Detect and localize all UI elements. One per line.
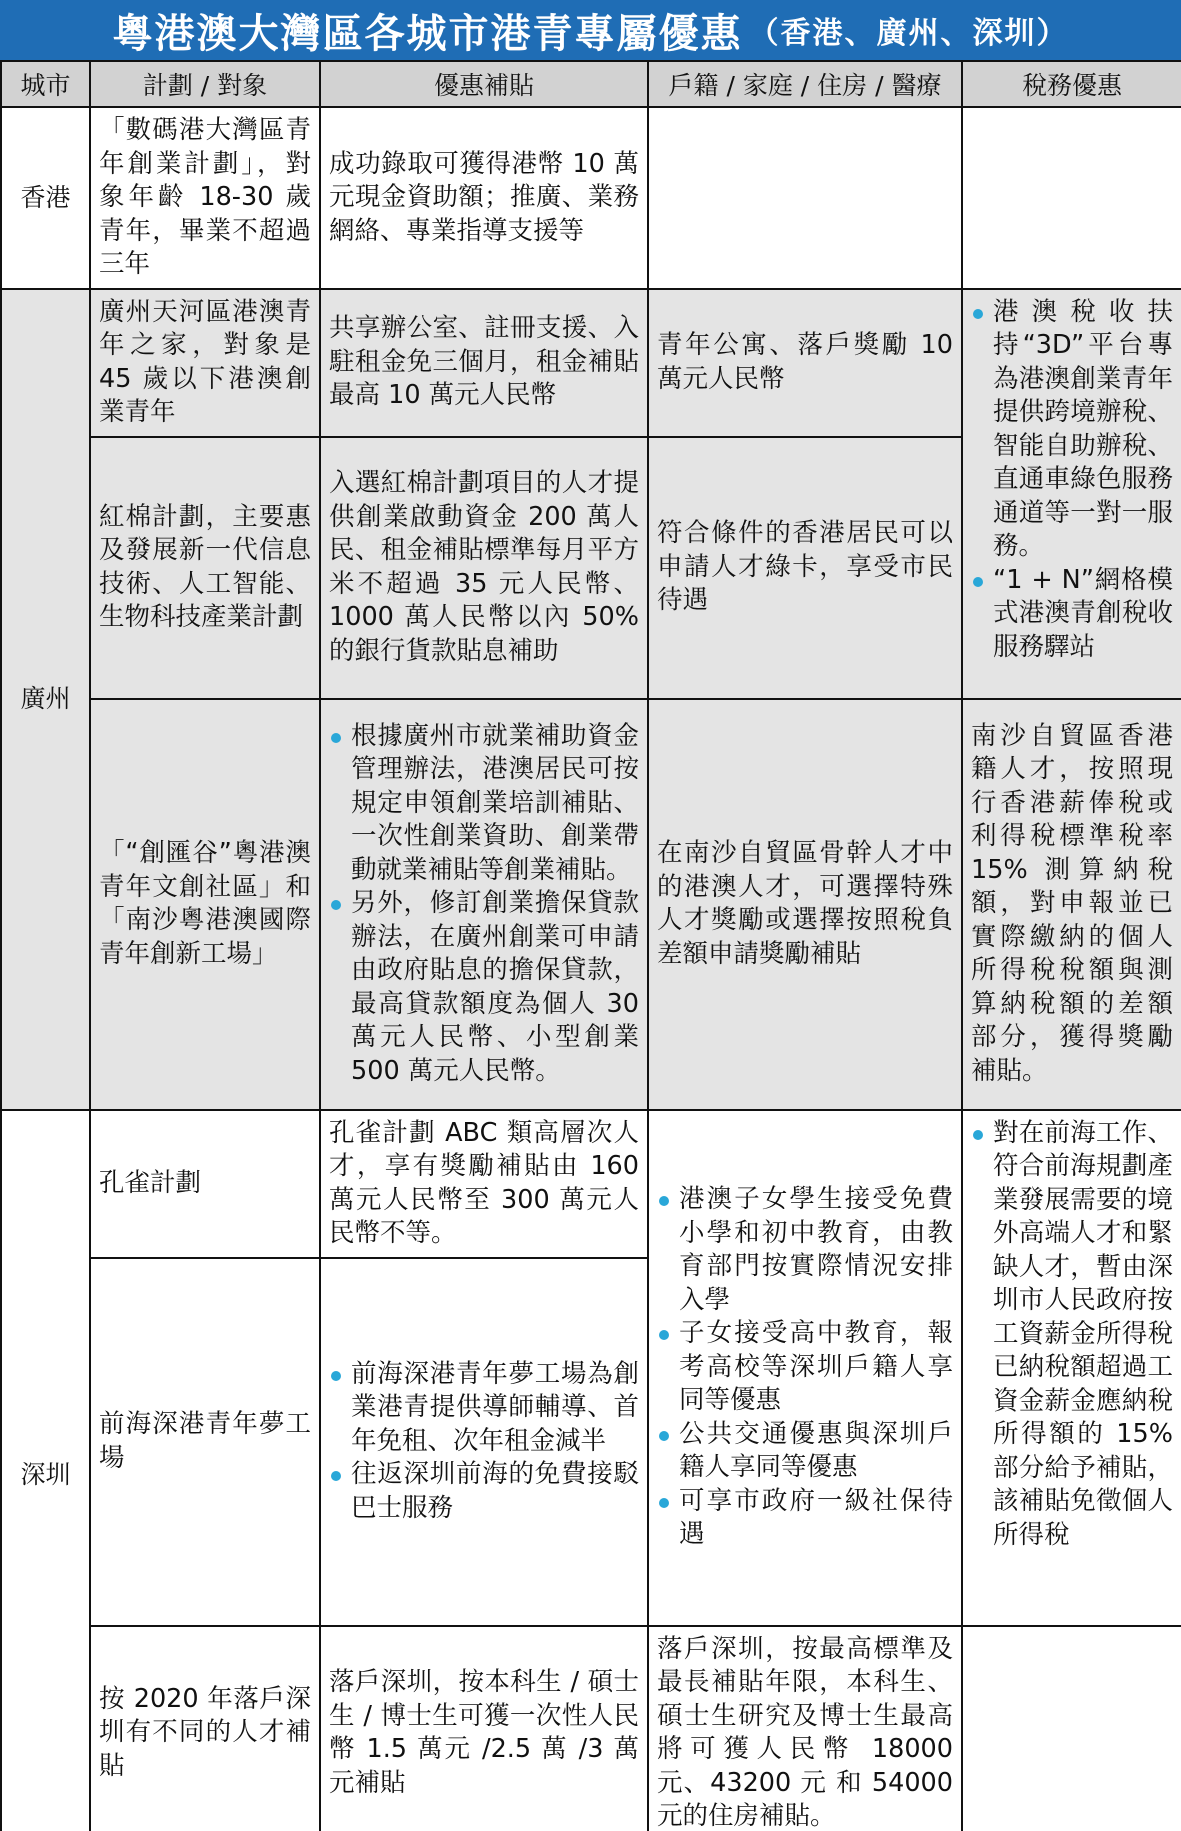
list-item: 港澳稅收扶持“3D”平台專為港澳創業青年提供跨境辦稅、智能自助辦稅、直通車綠色服務通道等一對一服務。 [971, 296, 1173, 564]
table-row [1, 289, 1181, 437]
city-shenzhen: 深圳 [1, 1110, 90, 1831]
list-item: 對在前海工作、符合前海規劃產業發展需要的境外高端人才和緊缺人才，暫由深圳市人民政府按工資薪金所得稅已納稅額超過工資金薪金應納稅所得額的 15% 部分給予補貼，該補貼免徵個人所得稅 [971, 1117, 1173, 1553]
header-city: 城市 [1, 61, 90, 107]
city-hongkong: 香港 [1, 107, 90, 289]
header-row [1, 61, 1181, 107]
list-item: “1 + N”網格模式港澳青創稅收服務驛站 [971, 564, 1173, 665]
benefits-table [0, 60, 1181, 1831]
list-item: 前海深港青年夢工場為創業港青提供導師輔導、首年免租、次年租金減半 [329, 1358, 639, 1459]
table-row [1, 699, 1181, 1110]
list-item: 子女接受高中教育，報考高校等深圳戶籍人享同等優惠 [657, 1317, 953, 1418]
subsidy-cell: 共享辦公室、註冊支援、入駐租金免三個月，租金補貼最高 10 萬元人民幣 [320, 289, 648, 437]
tax-cell: 南沙自貿區香港籍人才，按照現行香港薪俸稅或利得稅標準稅率 15% 測算納稅額，對申報並已實際繳納的個人所得稅稅額與測算納稅額的差額部分，獲得獎勵補貼。 [962, 699, 1181, 1110]
household-list [657, 1183, 953, 1552]
household-cell: 落戶深圳，按最高標準及最長補貼年限，本科生、碩士生研究及博士生最高將可獲人民幣 18000 元、43200 元 和 54000 元的住房補貼。 [648, 1626, 962, 1831]
plan-cell: 前海深港青年夢工場 [90, 1258, 320, 1626]
list-item: 可享市政府一級社保待遇 [657, 1485, 953, 1552]
subsidy-list [329, 720, 639, 1089]
household-cell [648, 107, 962, 289]
tax-list [971, 1117, 1173, 1553]
header-household: 戶籍 / 家庭 / 住房 / 醫療 [648, 61, 962, 107]
subsidy-cell [320, 699, 648, 1110]
table-row [1, 107, 1181, 289]
page-subtitle: （香港、廣州、深圳） [748, 16, 1069, 51]
subsidy-list [329, 1358, 639, 1526]
plan-cell: 「數碼港大灣區青年創業計劃」，對象年齡 18-30 歲青年，畢業不超過三年 [90, 107, 320, 289]
header-plan: 計劃 / 對象 [90, 61, 320, 107]
household-cell: 在南沙自貿區骨幹人才中的港澳人才，可選擇特殊人才獎勵或選擇按照稅負差額申請獎勵補貼 [648, 699, 962, 1110]
city-guangzhou: 廣州 [1, 289, 90, 1110]
household-cell: 符合條件的香港居民可以申請人才綠卡，享受市民待遇 [648, 437, 962, 699]
list-item: 往返深圳前海的免費接駁巴士服務 [329, 1458, 639, 1525]
subsidy-cell: 孔雀計劃 ABC 類高層次人才，享有獎勵補貼由 160 萬元人民幣至 300 萬元人民幣不等。 [320, 1110, 648, 1258]
list-item: 港澳子女學生接受免費小學和初中教育，由教育部門按實際情況安排入學 [657, 1183, 953, 1317]
household-cell: 青年公寓、落戶獎勵 10 萬元人民幣 [648, 289, 962, 437]
subsidy-cell: 成功錄取可獲得港幣 10 萬元現金資助額；推廣、業務網絡、專業指導支援等 [320, 107, 648, 289]
subsidy-cell: 入選紅棉計劃項目的人才提供創業啟動資金 200 萬人民、租金補貼標準每月平方米不超過 35 元人民幣、1000 萬人民幣以內 50% 的銀行貨款貼息補助 [320, 437, 648, 699]
header-tax: 稅務優惠 [962, 61, 1181, 107]
plan-cell: 廣州天河區港澳青年之家，對象是 45 歲以下港澳創業青年 [90, 289, 320, 437]
table-row [1, 1626, 1181, 1831]
tax-cell [962, 1626, 1181, 1831]
table-row [1, 1110, 1181, 1258]
plan-cell: 「“創匯谷”粵港澳青年文創社區」和「南沙粵港澳國際青年創新工場」 [90, 699, 320, 1110]
header-subsidy: 優惠補貼 [320, 61, 648, 107]
plan-cell: 按 2020 年落戶深圳有不同的人才補貼 [90, 1626, 320, 1831]
title-bar [0, 0, 1181, 60]
tax-cell [962, 1110, 1181, 1626]
list-item: 根據廣州市就業補助資金管理辦法，港澳居民可按規定申領創業培訓補貼、一次性創業資助、創業帶動就業補貼等創業補貼。 [329, 720, 639, 888]
tax-cell [962, 107, 1181, 289]
list-item: 另外，修訂創業擔保貸款辦法，在廣州創業可申請由政府貼息的擔保貸款，最高貸款額度為個人 30 萬元人民幣、小型創業 500 萬元人民幣。 [329, 887, 639, 1088]
plan-cell: 孔雀計劃 [90, 1110, 320, 1258]
tax-list [971, 296, 1173, 665]
page-title: 粵港澳大灣區各城市港青專屬優惠 [112, 10, 743, 57]
subsidy-cell: 落戶深圳，按本科生 / 碩士生 / 博士生可獲一次性人民幣 1.5 萬元 /2.5 萬 /3 萬元補貼 [320, 1626, 648, 1831]
list-item: 公共交通優惠與深圳戶籍人享同等優惠 [657, 1418, 953, 1485]
tax-cell [962, 289, 1181, 699]
household-cell [648, 1110, 962, 1626]
plan-cell: 紅棉計劃，主要惠及發展新一代信息技術、人工智能、生物科技產業計劃 [90, 437, 320, 699]
subsidy-cell [320, 1258, 648, 1626]
